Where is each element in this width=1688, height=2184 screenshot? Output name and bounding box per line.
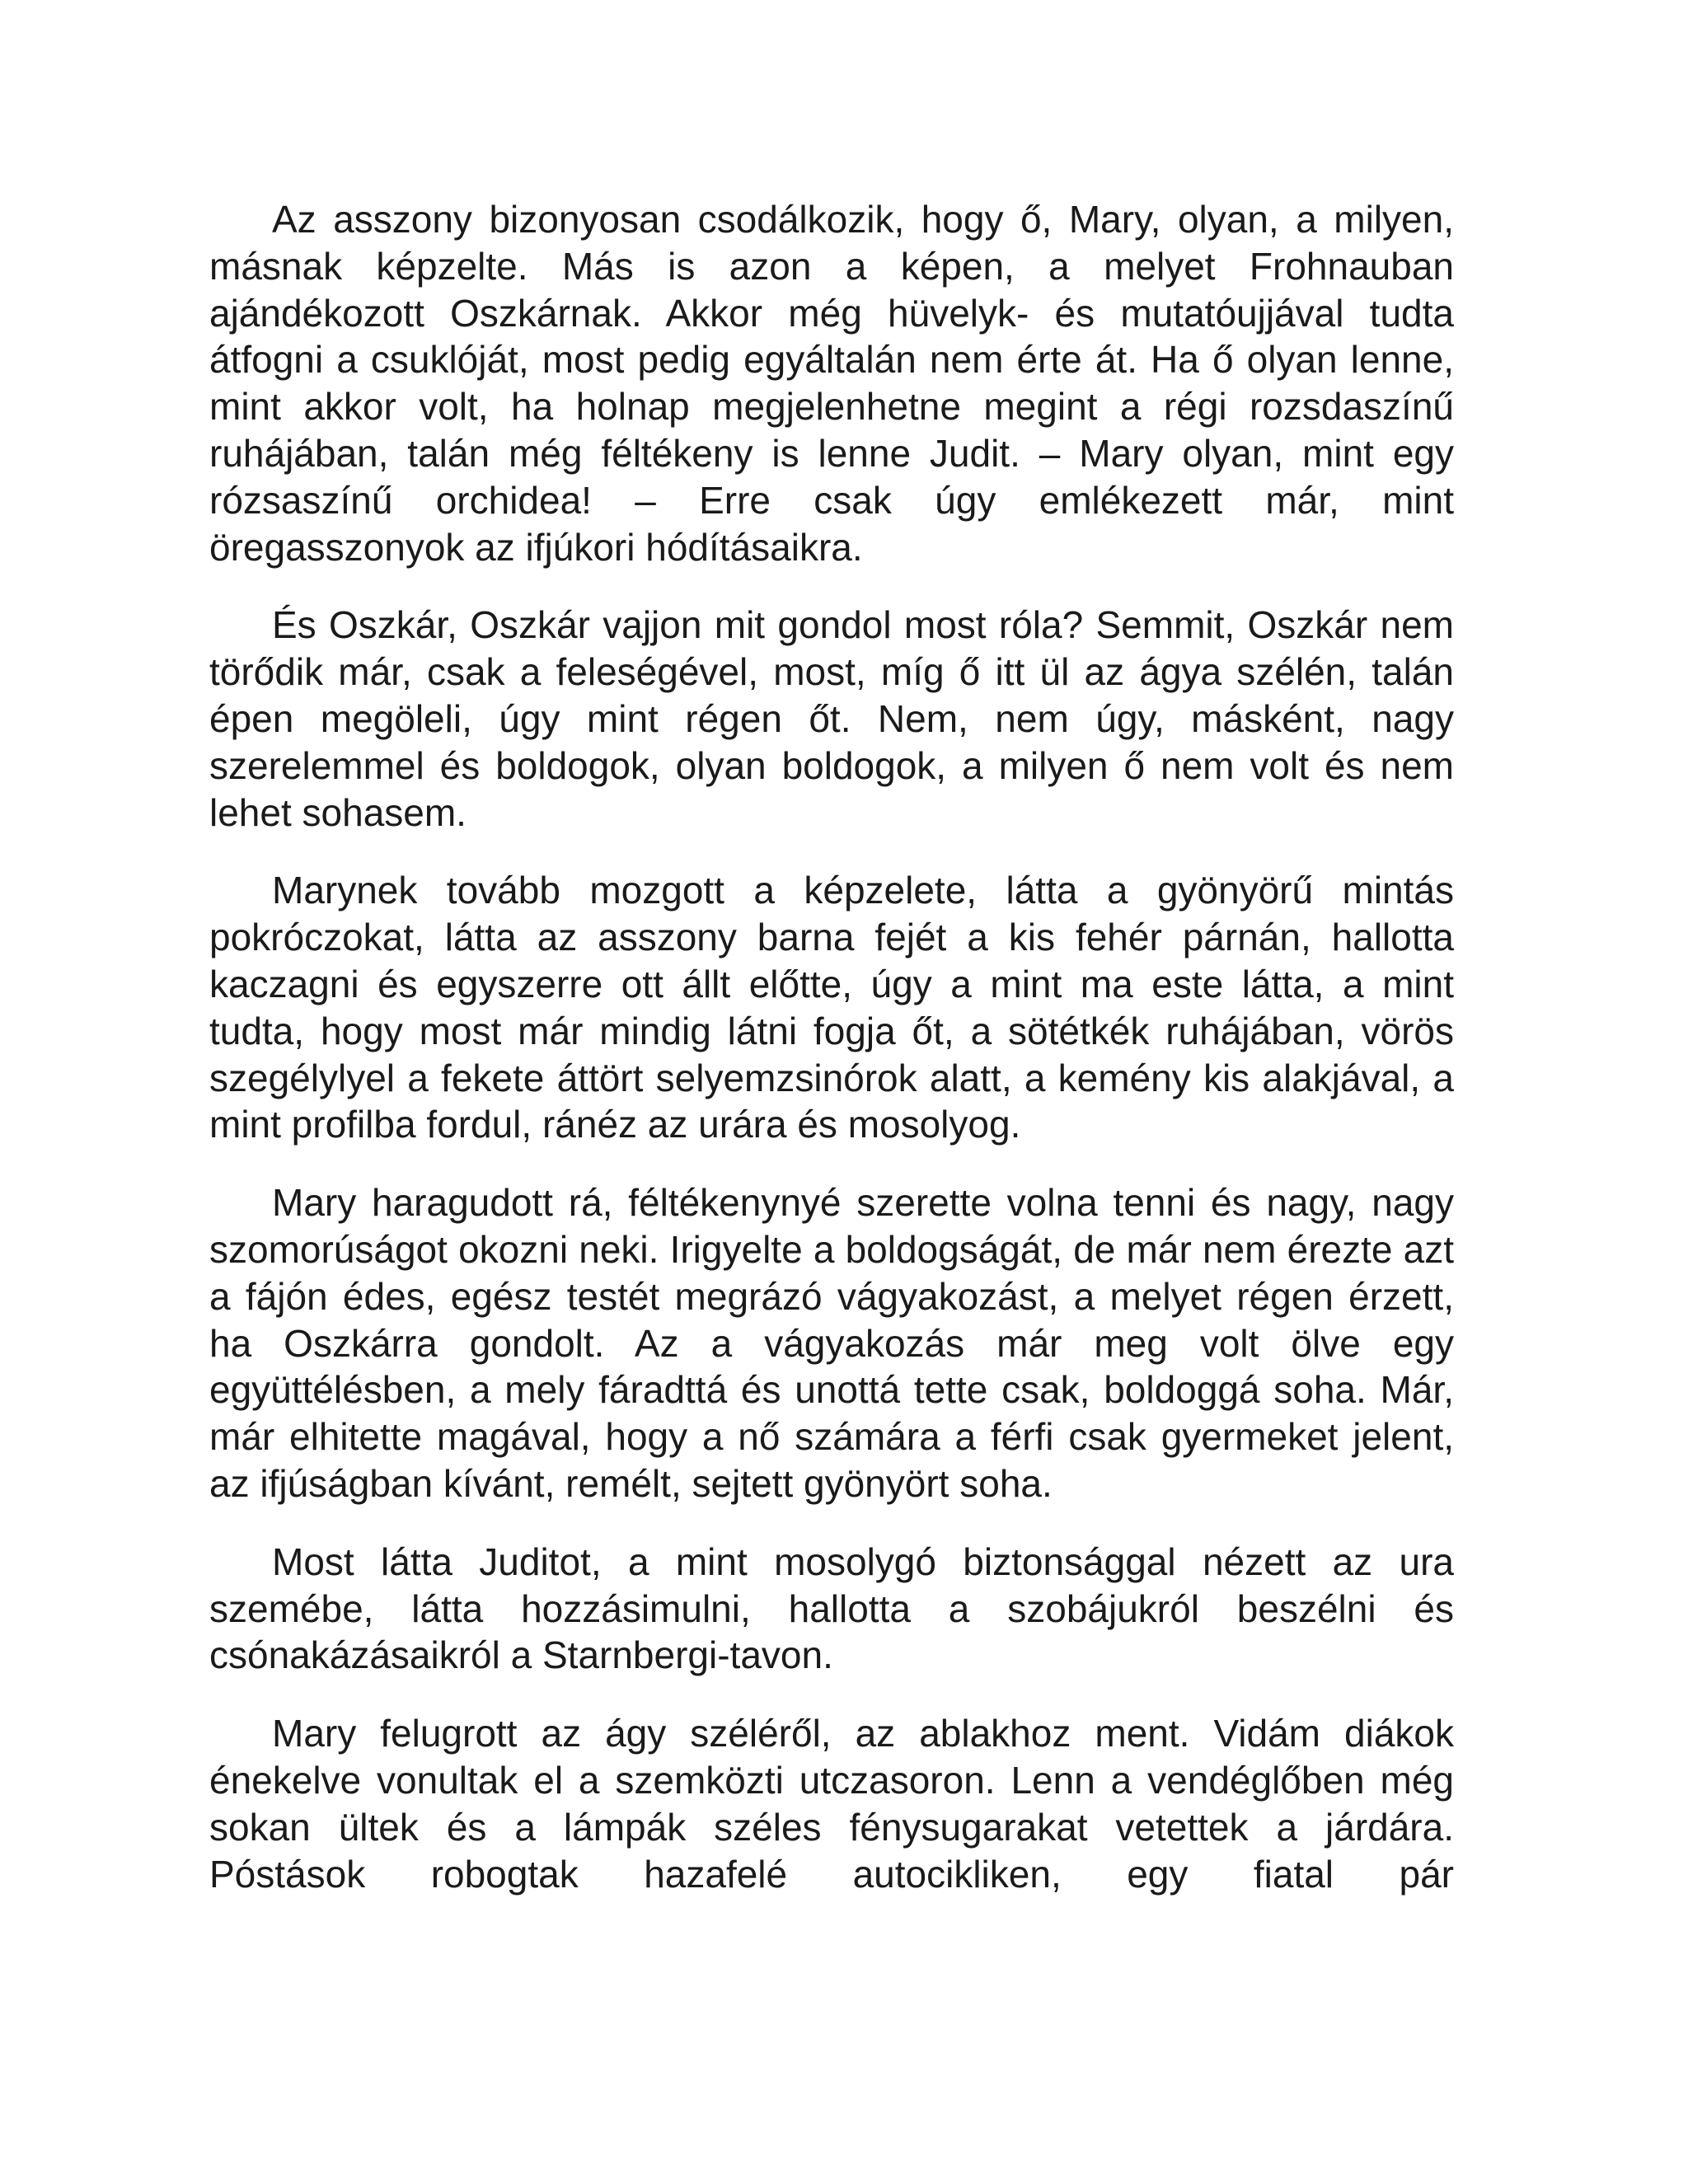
paragraph: Most látta Juditot, a mint mosolygó biztonsággal nézett az ura szemébe, látta hozzásimulni, hallotta a szobájukról beszélni és csónakázásaikról a Starnbergi-tavon. [209,1540,1454,1677]
paragraph: Az asszony bizonyosan csodálkozik, hogy ő, Mary, olyan, a milyen, másnak képzelte. Más is azon a képen, a melyet Frohnauban ajándékozott Oszkárnak. Akkor még hüvelyk- és mutatóujjával tudta átfogni a csuklóját, most pedig egyáltalán nem érte át. Ha ő olyan lenne, mint akkor volt, ha holnap megjelenhetne megint a régi rozsdaszínű ruhájában, talán még féltékeny is lenne Judit. – Mary olyan, mint egy rózsaszínű orchidea! – Erre csak úgy emlékezett már, mint öregasszonyok az ifjúkori hódításaikra. [209,198,1454,569]
paragraph: Marynek tovább mozgott a képzelete, látta a gyönyörű mintás pokróczokat, látta az asszony barna fejét a kis fehér párnán, hallotta kaczagni és egyszerre ott állt előtte, úgy a mint ma este látta, a mint tudta, hogy most már mindig látni fogja őt, a sötétkék ruhájában, vörös szegélylyel a fekete áttört selyemzsinórok alatt, a kemény kis alakjával, a mint profilba fordul, ránéz az urára és mosolyog. [209,869,1454,1146]
paragraph: Mary haragudott rá, féltékenynyé szerette volna tenni és nagy, nagy szomorúságot okozni neki. Irigyelte a boldogságát, de már nem érezte azt a fájón édes, egész testét megrázó vágyakozást, a melyet régen érzett, ha Oszkárra gondolt. Az a vágyakozás már meg volt ölve egy együttélésben, a mely fáradttá és unottá tette csak, boldoggá soha. Már, már elhitette magával, hogy a nő számára a férfi csak gyermeket jelent, az ifjúságban kívánt, remélt, sejtett gyönyört soha. [209,1181,1454,1505]
paragraph: És Oszkár, Oszkár vajjon mit gondol most róla? Semmit, Oszkár nem törődik már, csak a feleségével, most, míg ő itt ül az ágya szélén, talán épen megöleli, úgy mint régen őt. Nem, nem úgy, másként, nagy szerelemmel és boldogok, olyan boldogok, a milyen ő nem volt és nem lehet sohasem. [209,603,1454,834]
document-page [209,196,1454,1929]
paragraph: Mary felugrott az ágy széléről, az ablakhoz ment. Vidám diákok énekelve vonultak el a szemközti utczasoron. Lenn a vendéglőben még sokan ültek és a lámpák széles fénysugarakat vetettek a járdára. Póstások robogtak hazafelé autocikliken, egy fiatal pár [209,1712,1454,1896]
